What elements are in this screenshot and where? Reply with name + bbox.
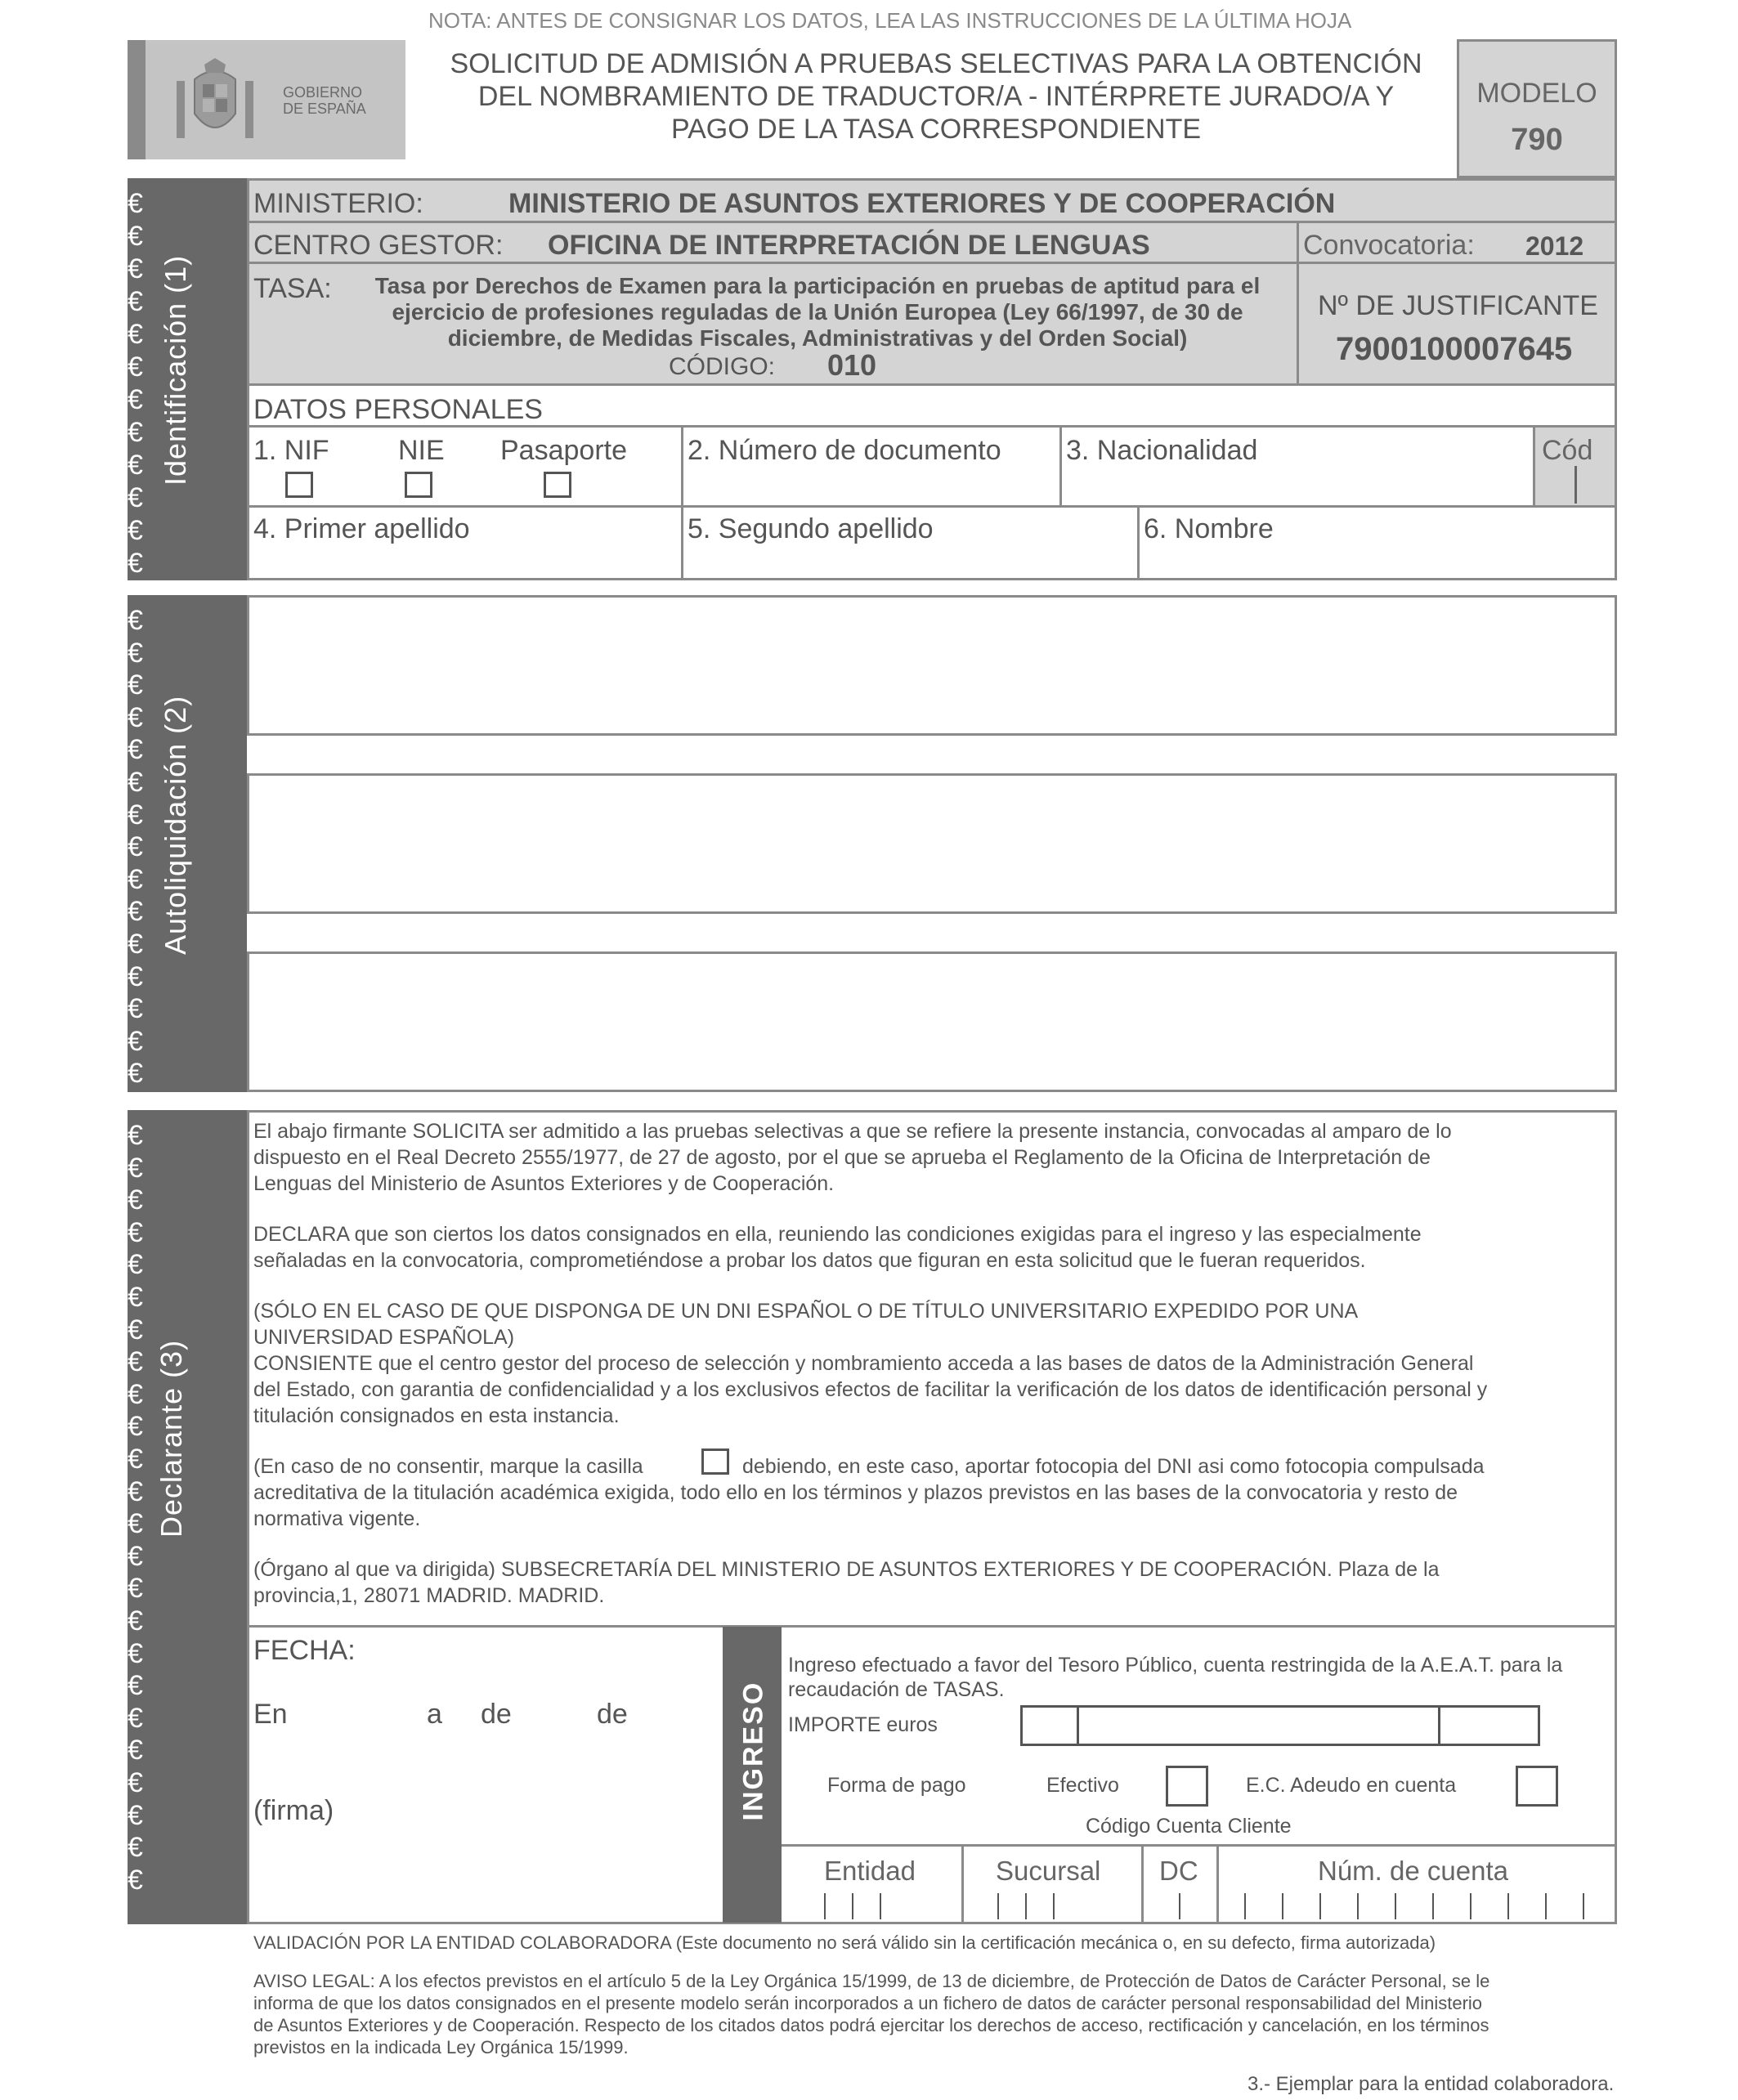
modelo-label: MODELO (1476, 78, 1597, 109)
num-cuenta-label: Núm. de cuenta (1318, 1856, 1508, 1886)
segundo-apellido-field[interactable] (683, 546, 1136, 579)
label-autoliquidacion: Autoliquidación (2) (159, 695, 192, 955)
euro-icon: € (128, 188, 143, 219)
digit-separator (1395, 1893, 1396, 1919)
logo-text-2: DE ESPAÑA (283, 101, 366, 117)
justificante-value: 7900100007645 (1336, 331, 1573, 367)
euro-icon: € (128, 1605, 143, 1637)
ingreso-text-line-2: recaudación de TASAS. (788, 1678, 1005, 1701)
centro-value: OFICINA DE INTERPRETACIÓN DE LENGUAS (548, 230, 1150, 261)
fecha-de-2: de (597, 1699, 628, 1730)
consiente-line-4: del Estado, con garantia de confidencialidad y a los exclusivos efectos de facilitar la verificación de los datos de identificación personal y (253, 1378, 1488, 1401)
euro-icon: € (128, 548, 143, 579)
digit-separator (1357, 1893, 1359, 1919)
digit-separator (1545, 1893, 1547, 1919)
euro-icon: € (128, 960, 143, 992)
euro-icon: € (128, 831, 143, 863)
euro-icon: € (128, 253, 143, 284)
no-consentir-line-1b: debiendo, en este caso, aportar fotocopia del DNI asi como fotocopia compulsada (742, 1455, 1485, 1478)
euro-icon: € (128, 351, 143, 383)
euro-icon: € (128, 605, 143, 636)
euro-icon: € (128, 482, 143, 513)
euro-icon: € (128, 896, 143, 928)
consiente-line-2: UNIVERSIDAD ESPAÑOLA) (253, 1326, 515, 1349)
declara-line-1: DECLARA que son ciertos los datos consignados en ella, reuniendo las condiciones exigidas para el ingreso y las especialmente (253, 1223, 1422, 1246)
euro-icon: € (128, 1799, 143, 1831)
dc-label: DC (1159, 1856, 1198, 1886)
autoliquidacion-box-2[interactable] (247, 773, 1617, 914)
euro-icon: € (128, 734, 143, 766)
digit-separator (880, 1893, 881, 1919)
tasa-line-1: Tasa por Derechos de Examen para la participación en pruebas de aptitud para el (374, 273, 1261, 298)
digit-separator (1507, 1893, 1509, 1919)
justificante-label: Nº DE JUSTIFICANTE (1318, 290, 1598, 321)
digit-separator (1282, 1893, 1283, 1919)
nombre-field[interactable] (1140, 546, 1615, 579)
primer-apellido-label: 4. Primer apellido (253, 513, 470, 544)
tasa-line-2: ejercicio de profesiones reguladas de la Unión Europea (Ley 66/1997, de 30 de (392, 299, 1243, 325)
entidad-label: Entidad (824, 1856, 916, 1886)
fecha-a: a (427, 1699, 442, 1730)
numero-documento-label: 2. Número de documento (688, 435, 1001, 466)
digit-separator (1179, 1893, 1180, 1919)
euro-icon: € (128, 1314, 143, 1346)
consiente-line-5: titulación consignados en esta instancia. (253, 1404, 620, 1427)
efectivo-checkbox[interactable] (1166, 1766, 1208, 1807)
euro-icon: € (128, 1025, 143, 1057)
label-declarante: Declarante (3) (155, 1339, 188, 1538)
efectivo-label: Efectivo (1046, 1774, 1119, 1797)
euro-icon: € (128, 286, 143, 317)
firma-label: (firma) (253, 1795, 334, 1826)
euro-icon: € (128, 1282, 143, 1313)
euro-icon: € (128, 1058, 143, 1090)
digit-separator (1053, 1893, 1055, 1919)
euro-icon: € (128, 1184, 143, 1216)
euro-icon: € (128, 384, 143, 415)
importe-field[interactable] (1020, 1705, 1540, 1746)
codigo-cliente-label: Código Cuenta Cliente (1086, 1815, 1292, 1838)
nie-label: NIE (398, 435, 445, 466)
codigo-value: 010 (827, 348, 877, 382)
euro-icon: € (128, 1702, 143, 1734)
no-consentir-line-2: acreditativa de la titulación académica exigida, todo ello en los términos y plazos previstos en las bases de la convocatoria y resto de (253, 1481, 1458, 1504)
numero-documento-field[interactable] (683, 468, 1058, 504)
euro-icon: € (128, 1735, 143, 1766)
digit-separator (1470, 1893, 1471, 1919)
nie-checkbox[interactable] (405, 472, 432, 498)
euro-icon: € (128, 221, 143, 252)
euro-icon: € (128, 1216, 143, 1248)
euro-icon: € (128, 515, 143, 546)
euro-icon: € (128, 799, 143, 831)
tasa-line-3: diciembre, de Medidas Fiscales, Administrativas y del Orden Social) (447, 325, 1188, 351)
label-identificacion: Identificación (1) (159, 254, 192, 486)
consiente-line-1: (SÓLO EN EL CASO DE QUE DISPONGA DE UN DNI ESPAÑOL O DE TÍTULO UNIVERSITARIO EXPEDIDO POR UNA (253, 1300, 1359, 1323)
tasa-description (343, 273, 1292, 351)
modelo-number: 790 (1511, 123, 1563, 157)
euro-icon: € (128, 1346, 143, 1378)
digit-separator (1432, 1893, 1434, 1919)
title-line-2: DEL NOMBRAMIENTO DE TRADUCTOR/A - INTÉRPRETE JURADO/A Y (477, 81, 1395, 112)
coat-of-arms-icon (170, 56, 260, 148)
aviso-line-1: AVISO LEGAL: A los efectos previstos en el artículo 5 de la Ley Orgánica 15/1999, de 13 de diciembre, de Protección de Datos de Carácter Personal, se le (253, 1971, 1490, 1991)
title-line-3: PAGO DE LA TASA CORRESPONDIENTE (670, 114, 1202, 145)
nif-checkbox[interactable] (285, 472, 313, 498)
consiente-paragraph (253, 1298, 1602, 1429)
euro-icon: € (128, 1508, 143, 1540)
digit-separator (852, 1893, 853, 1919)
segundo-apellido-label: 5. Segundo apellido (688, 513, 934, 544)
centro-label: CENTRO GESTOR: (253, 230, 504, 261)
euro-icon: € (128, 701, 143, 733)
euro-icon: € (128, 637, 143, 669)
no-consentir-line-1a: (En caso de no consentir, marque la casilla (253, 1455, 643, 1478)
declara-paragraph (253, 1221, 1602, 1274)
no-consentir-line-3: normativa vigente. (253, 1507, 421, 1530)
pasaporte-label: Pasaporte (500, 435, 627, 466)
fecha-de-1: de (481, 1699, 512, 1730)
gobierno-logo (128, 40, 405, 159)
ingreso-label: INGRESO (737, 1681, 769, 1821)
euro-icon: € (128, 1378, 143, 1410)
digit-separator (1244, 1893, 1246, 1919)
euro-icon: € (128, 993, 143, 1025)
pasaporte-checkbox[interactable] (544, 472, 571, 498)
euro-icon: € (128, 1475, 143, 1507)
aviso-line-4: previstos en la indicada Ley Orgánica 15/1999. (253, 2037, 629, 2057)
logo-text-1: GOBIERNO (283, 84, 363, 101)
euro-icon: € (128, 1120, 143, 1151)
digit-separator (824, 1893, 826, 1919)
euro-icon: € (128, 450, 143, 481)
fecha-en: En (253, 1699, 288, 1730)
euro-icon: € (128, 1573, 143, 1605)
nacionalidad-field[interactable] (1062, 468, 1531, 504)
adeudo-label: E.C. Adeudo en cuenta (1246, 1774, 1457, 1797)
codigo-label: CÓDIGO: (669, 353, 776, 380)
solicita-line-3: Lenguas del Ministerio de Asuntos Exteriores y de Cooperación. (253, 1172, 835, 1195)
convocatoria-value: 2012 (1525, 231, 1584, 261)
euro-icon: € (128, 929, 143, 960)
euro-icon: € (128, 767, 143, 798)
convocatoria-label: Convocatoria: (1303, 230, 1475, 261)
aviso-legal (253, 1970, 1489, 2058)
euro-icon: € (128, 1444, 143, 1475)
no-consentir-checkbox[interactable] (701, 1449, 729, 1475)
aviso-line-3: de Asuntos Exteriores y de Cooperación. Respecto de los citados datos podrá ejercitar los derechos de acceso, rectificación y cancelación, en los términos (253, 2015, 1489, 2035)
solicita-line-2: dispuesto en el Real Decreto 2555/1977, de 27 de agosto, por el que se aprueba el Reglamento de la Oficina de Interpretación de (253, 1146, 1431, 1169)
ejemplar-text: 3.- Ejemplar para la entidad colaboradora. (1248, 2073, 1615, 2095)
validacion-text: VALIDACIÓN POR LA ENTIDAD COLABORADORA (Este documento no será válido sin la certificación mecánica o, en su defecto, firma autorizada) (253, 1932, 1436, 1953)
form-title (409, 47, 1463, 146)
title-line-1: SOLICITUD DE ADMISIÓN A PRUEBAS SELECTIVAS PARA LA OBTENCIÓN (450, 48, 1422, 79)
organo-line-1: (Órgano al que va dirigida) SUBSECRETARÍA DEL MINISTERIO DE ASUNTOS EXTERIORES Y DE COOPERACIÓN. Plaza de la (253, 1558, 1440, 1581)
ingreso-text-line-1: Ingreso efectuado a favor del Tesoro Público, cuenta restringida de la A.E.A.T. para la (788, 1654, 1563, 1677)
euro-icon: € (128, 1670, 143, 1702)
no-consentir-paragraph (253, 1453, 1602, 1532)
euro-icon: € (128, 1864, 143, 1896)
organo-line-2: provincia,1, 28071 MADRID. MADRID. (253, 1584, 605, 1607)
adeudo-checkbox[interactable] (1516, 1766, 1558, 1807)
cod-label: Cód (1542, 435, 1593, 466)
euro-icon: € (128, 1832, 143, 1864)
nacionalidad-label: 3. Nacionalidad (1066, 435, 1258, 466)
euro-icon: € (128, 1767, 143, 1798)
euro-icon: € (128, 319, 143, 350)
declara-line-2: señaladas en la convocatoria, comprometiéndose a probar los datos que figuran en esta solicitud que le fueran requeridos. (253, 1249, 1366, 1272)
nif-label: 1. NIF (253, 435, 329, 466)
primer-apellido-field[interactable] (249, 546, 679, 579)
sucursal-label: Sucursal (996, 1856, 1101, 1886)
euro-icon: € (128, 1637, 143, 1669)
autoliquidacion-box-1[interactable] (247, 595, 1617, 736)
ministerio-value: MINISTERIO DE ASUNTOS EXTERIORES Y DE COOPERACIÓN (508, 188, 1336, 219)
digit-separator (1319, 1893, 1321, 1919)
top-note: NOTA: ANTES DE CONSIGNAR LOS DATOS, LEA LAS INSTRUCCIONES DE LA ÚLTIMA HOJA (428, 8, 1352, 33)
modelo-box (1457, 39, 1617, 178)
euro-icon: € (128, 417, 143, 448)
euro-icon: € (128, 1249, 143, 1281)
importe-label: IMPORTE euros (788, 1713, 938, 1736)
digit-separator (1583, 1893, 1584, 1919)
euro-icon: € (128, 1540, 143, 1572)
tasa-label: TASA: (253, 273, 332, 304)
organo-paragraph (253, 1556, 1602, 1609)
datos-personales-heading: DATOS PERSONALES (253, 394, 543, 425)
fecha-label: FECHA: (253, 1635, 356, 1666)
aviso-line-2: informa de que los datos consignados en el presente modelo serán incorporados a un fichero de datos de carácter personal responsabilidad del Ministerio (253, 1993, 1483, 2013)
digit-separator (997, 1893, 999, 1919)
ministerio-label: MINISTERIO: (253, 188, 423, 219)
solicita-line-1: El abajo firmante SOLICITA ser admitido a las pruebas selectivas a que se refiere la presente instancia, convocadas al amparo de lo (253, 1120, 1452, 1143)
digit-separator (1025, 1893, 1027, 1919)
forma-pago-label: Forma de pago (827, 1774, 966, 1797)
consiente-line-3: CONSIENTE que el centro gestor del proceso de selección y nombramiento acceda a las bases de datos de la Administración General (253, 1352, 1474, 1375)
euro-icon: € (128, 1152, 143, 1184)
autoliquidacion-box-3[interactable] (247, 951, 1617, 1092)
ingreso-text (788, 1653, 1562, 1702)
solicita-paragraph (253, 1118, 1602, 1197)
euro-icon: € (128, 1411, 143, 1443)
euro-icon: € (128, 863, 143, 895)
nombre-label: 6. Nombre (1144, 513, 1274, 544)
euro-icon: € (128, 669, 143, 701)
cuenta-digit-boxes[interactable] (782, 1893, 1617, 1923)
